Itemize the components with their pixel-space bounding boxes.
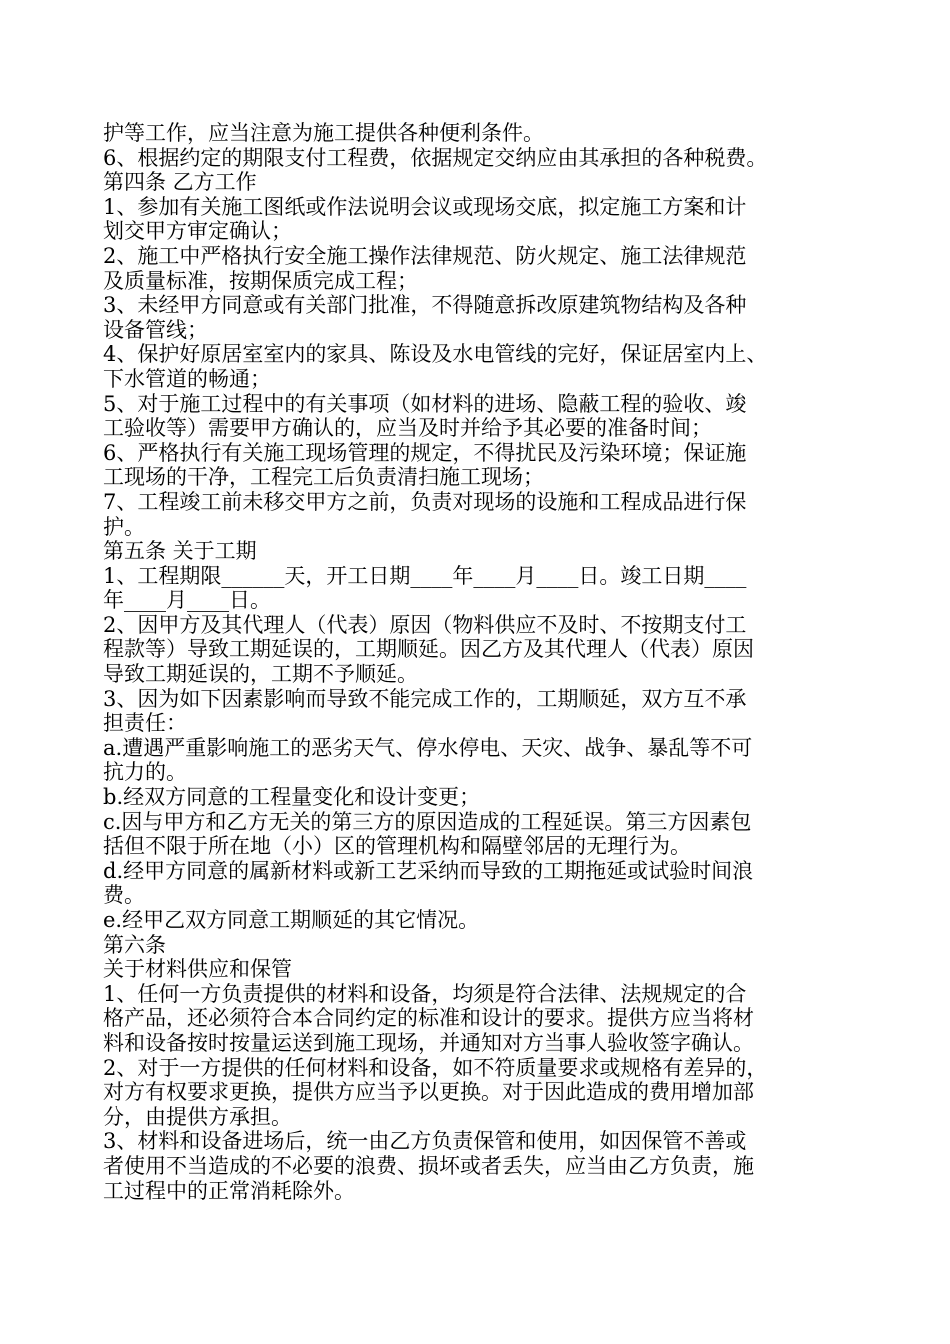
section-heading: 第六条: [103, 932, 166, 957]
text-line: a.遭遇严重影响施工的恶劣天气、停水停电、天灾、战争、暴乱等不可: [103, 735, 753, 760]
text-line: 2、因甲方及其代理人（代表）原因（物料供应不及时、不按期支付工: [103, 612, 747, 637]
text-line: 工验收等）需要甲方确认的，应当及时并给予其必要的准备时间；: [103, 416, 712, 441]
text-line: 1、参加有关施工图纸或作法说明会议或现场交底，拟定施工方案和计: [103, 194, 747, 219]
text-line: 分，由提供方承担。: [103, 1104, 292, 1129]
text-line: 3、因为如下因素影响而导致不能完成工作的，工期顺延，双方互不承: [103, 686, 747, 711]
text-line: e.经甲乙双方同意工期顺延的其它情况。: [103, 908, 480, 932]
text-line: 下水管道的畅通；: [103, 366, 271, 391]
text-line: b.经双方同意的工程量变化和设计变更；: [103, 785, 481, 810]
text-line: 4、保护好原居室室内的家具、陈设及水电管线的完好，保证居室内上、: [103, 342, 768, 367]
text-line: 费。: [103, 883, 145, 908]
text-line: 1、工程期限______天，开工日期____年____月____日。竣工日期____: [103, 563, 747, 588]
text-line: 3、未经甲方同意或有关部门批准，不得随意拆改原建筑物结构及各种: [103, 293, 747, 318]
text-line: 者使用不当造成的不必要的浪费、损坏或者丢失，应当由乙方负责，施: [103, 1153, 754, 1178]
text-line: 括但不限于所在地（小）区的管理机构和隔壁邻居的无理行为。: [103, 834, 691, 859]
text-line: 1、任何一方负责提供的材料和设备，均须是符合法律、法规规定的合: [103, 981, 747, 1006]
section-title: 关于材料供应和保管: [103, 957, 292, 982]
text-line: 7、工程竣工前未移交甲方之前，负责对现场的设施和工程成品进行保: [103, 489, 747, 514]
text-line: 担责任：: [103, 711, 187, 736]
text-line: 设备管线；: [103, 317, 208, 342]
text-line: 护。: [103, 514, 145, 539]
text-line: c.因与甲方和乙方无关的第三方的原因造成的工程延误。第三方因素包: [103, 809, 752, 834]
text-line: 护等工作，应当注意为施工提供各种便利条件。: [103, 121, 544, 145]
text-line: 工现场的干净，工程完工后负责清扫施工现场；: [103, 465, 544, 490]
text-line: 6、严格执行有关施工现场管理的规定，不得扰民及污染环境；保证施: [103, 440, 747, 465]
text-line: 料和设备按时按量运送到施工现场，并通知对方当事人验收签字确认。: [103, 1030, 754, 1055]
text-line: 2、对于一方提供的任何材料和设备，如不符质量要求或规格有差异的，: [103, 1055, 768, 1080]
text-line: 6、根据约定的期限支付工程费，依据规定交纳应由其承担的各种税费。: [103, 145, 768, 170]
text-line: 5、对于施工过程中的有关事项（如材料的进场、隐蔽工程的验收、竣: [103, 391, 747, 416]
section-heading: 第五条 关于工期: [103, 539, 257, 564]
text-line: 年____月____日。: [103, 588, 271, 613]
section-heading: 第四条 乙方工作: [103, 170, 257, 195]
text-line: d.经甲方同意的属新材料或新工艺采纳而导致的工期拖延或试验时间浪: [103, 858, 754, 883]
text-line: 及质量标准，按期保质完成工程；: [103, 268, 418, 293]
text-line: 对方有权要求更换，提供方应当予以更换。对于因此造成的费用增加部: [103, 1080, 754, 1105]
text-line: 工过程中的正常消耗除外。: [103, 1178, 355, 1203]
text-line: 划交甲方审定确认；: [103, 219, 292, 244]
text-line: 导致工期延误的，工期不予顺延。: [103, 662, 418, 687]
document-body: [103, 121, 855, 1203]
text-line: 3、材料和设备进场后，统一由乙方负责保管和使用，如因保管不善或: [103, 1129, 747, 1154]
text-line: 格产品，还必须符合本合同约定的标准和设计的要求。提供方应当将材: [103, 1006, 754, 1031]
text-line: 抗力的。: [103, 760, 187, 785]
text-line: 程款等）导致工期延误的，工期顺延。因乙方及其代理人（代表）原因: [103, 637, 754, 662]
text-line: 2、施工中严格执行安全施工操作法律规范、防火规定、施工法律规范: [103, 243, 747, 268]
